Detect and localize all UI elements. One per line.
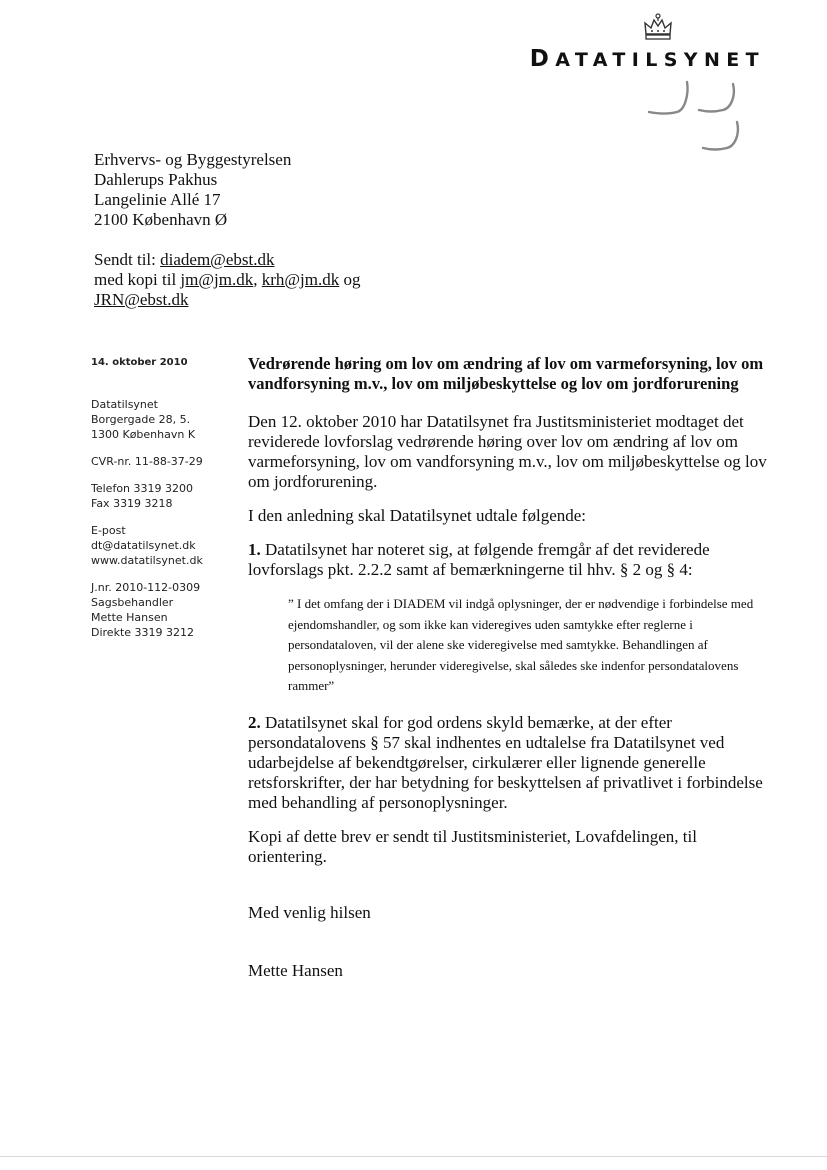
email-link-diadem[interactable]: diadem@ebst.dk: [160, 250, 275, 269]
page-edge-line: [0, 1156, 827, 1157]
sender-sidebar: [91, 355, 241, 652]
brand-name: DATATILSYNET: [529, 46, 765, 72]
crown-icon: [641, 12, 675, 46]
paragraph: Kopi af dette brev er sendt til Justitsministeriet, Lovafdelingen, til orientering.: [248, 826, 697, 866]
sent-to-block: Sendt til: diadem@ebst.dk med kopi til jm@jm.dk, krh@jm.dk og JRN@ebst.dk: [94, 250, 361, 309]
phone-info: Telefon 3319 3200 Fax 3319 3218: [91, 482, 193, 510]
address-line: Langelinie Allé 17: [94, 190, 221, 209]
cvr-number: CVR-nr. 11-88-37-29: [91, 455, 203, 468]
email-link-jm[interactable]: jm@jm.dk: [180, 270, 254, 289]
address-line: Dahlerups Pakhus: [94, 170, 218, 189]
handwritten-marks: [637, 80, 757, 160]
paragraph: Den 12. oktober 2010 har Datatilsynet fra Justitsministeriet modtaget det reviderede lovforslag vedrørende høring over lov om ændring af lov om varmeforsyning, lov om vandforsyning m.v., lov om miljøbeskyttelse og lov om jordforurening.: [248, 412, 767, 491]
quotation: ” I det omfang der i DIADEM vil indgå oplysninger, der er nødvendige i forbindelse med ejendomshandler, og som ikke kan videregives uden samtykke efter reglerne i persondataloven, vil der alene ske videregivelse med samtykke. Behandlingen af personoplysninger, herunder videregivelse, skal således ske indenfor persondatalovens rammer”: [288, 596, 754, 693]
paragraph-point-2: 2. Datatilsynet skal for god ordens skyld bemærke, at der efter persondatalovens § 57 skal indhentes en udtalelse fra Datatilsynet ved udarbejdelse af bekendtgørelser, cirkulærer eller lignende generelle retsforskrifter, der har betydning for beskyttelsen af privatlivet i forbindelse med behandling af personoplysninger.: [248, 712, 763, 812]
email-link-krh[interactable]: krh@jm.dk: [261, 270, 340, 289]
address-line: Erhvervs- og Byggestyrelsen: [94, 150, 292, 169]
contact-info: E-post dt@datatilsynet.dk www.datatilsynet.dk: [91, 524, 203, 567]
recipient-address: [94, 150, 291, 230]
letter-date: 14. oktober 2010: [91, 357, 188, 368]
letter-heading: Vedrørende høring om lov om ændring af lov om varmeforsyning, lov om vandforsyning m.v., lov om miljøbeskyttelse og lov om jordforurening: [248, 354, 764, 393]
signature-name: Mette Hansen: [248, 960, 343, 980]
paragraph-point-1: 1. Datatilsynet har noteret sig, at følgende fremgår af det reviderede lovforslags pkt. 2.2.2 samt af bemærkningerne til hhv. § 2 og § 4:: [248, 540, 710, 579]
address-line: 2100 København Ø: [94, 210, 228, 229]
closing-greeting: Med venlig hilsen: [248, 902, 371, 922]
sender-address: Datatilsynet Borgergade 28, 5. 1300 København K: [91, 398, 196, 441]
email-link-jrn[interactable]: JRN@ebst.dk: [94, 290, 189, 309]
letter-body: [248, 354, 776, 981]
case-info: J.nr. 2010-112-0309 Sagsbehandler Mette Hansen Direkte 3319 3212: [91, 581, 201, 639]
paragraph: I den anledning skal Datatilsynet udtale følgende:: [248, 506, 587, 525]
